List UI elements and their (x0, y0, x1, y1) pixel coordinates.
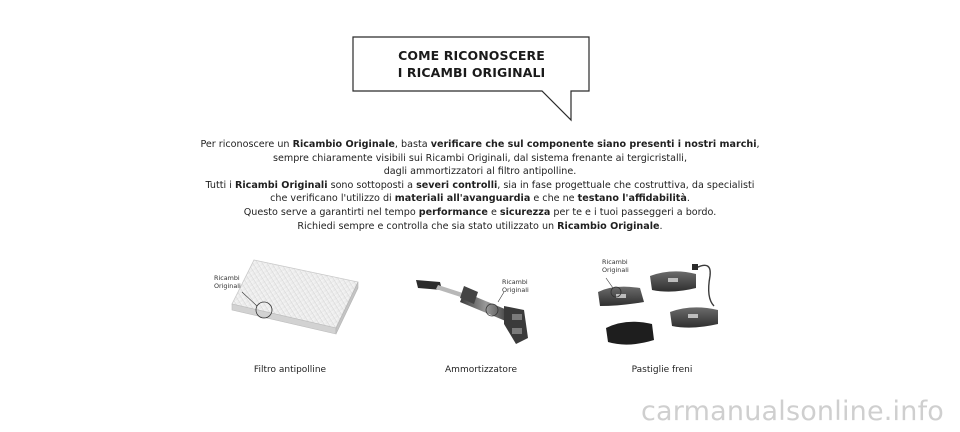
intro-bold: Ricambio Originale (557, 220, 660, 232)
product-shock-absorber (412, 252, 552, 375)
intro-line-2: sempre chiaramente visibili sui Ricambi Originali, dal sistema frenante ai tergicristalli, (272, 152, 688, 164)
intro-text: , (756, 139, 760, 150)
intro-line-3: dagli ammortizzatori al filtro antipolline. (383, 166, 577, 178)
callout-line-2: Originali (502, 286, 529, 294)
cabin-filter-illustration (208, 252, 368, 342)
brake-pads-caption: Pastiglie freni (631, 365, 693, 375)
intro-bold: performance (418, 206, 488, 218)
intro-bold: verificare che sul componente siano presenti i nostri marchi (430, 139, 757, 150)
callout-line-1: Ricambi (502, 278, 528, 286)
shock-absorber-caption: Ammortizzatore (445, 365, 517, 375)
intro-text: . (659, 220, 663, 232)
intro-text: per te e i tuoi passeggeri a bordo. (550, 206, 717, 218)
intro-bold: testano l'affidabilità (577, 193, 687, 205)
watermark: carmanualsonline.info (641, 396, 944, 427)
shock-absorber-callout (502, 278, 529, 294)
intro-bold: Ricambio Originale (292, 139, 395, 150)
intro-text: . (686, 193, 690, 205)
intro-paragraph (170, 138, 790, 233)
intro-line-1 (170, 138, 790, 152)
shock-absorber-illustration (412, 252, 552, 352)
intro-text: , basta (394, 139, 431, 150)
cabin-filter-caption: Filtro antipolline (253, 365, 327, 375)
intro-line-6 (170, 206, 790, 220)
intro-line-5 (170, 192, 790, 206)
intro-text: e che ne (530, 193, 578, 205)
intro-text: , sia in fase progettuale che costruttiva, da specialisti (497, 179, 755, 191)
product-brake-pads (592, 254, 742, 374)
title-line-2: I RICAMBI ORIGINALI (397, 65, 546, 80)
intro-bold: Ricambi Originali (234, 179, 328, 191)
title-speech-bubble (352, 36, 592, 122)
brake-pads-callout (602, 258, 629, 274)
intro-line-4 (170, 179, 790, 193)
cabin-filter-callout (214, 274, 241, 290)
intro-text: e (487, 206, 500, 218)
intro-bold: materiali all'avanguardia (394, 193, 531, 205)
intro-text: Richiedi sempre e controlla che sia stato utilizzato un (297, 220, 558, 232)
intro-line-7 (170, 220, 790, 234)
callout-line-1: Ricambi (602, 258, 628, 266)
intro-text: sono sottoposti a (327, 179, 417, 191)
intro-text: Tutti i (205, 179, 235, 191)
title-line-1: COME RICONOSCERE (398, 48, 545, 63)
intro-bold: severi controlli (416, 179, 498, 191)
callout-line-2: Originali (214, 282, 241, 290)
intro-text: che verificano l'utilizzo di (270, 193, 395, 205)
product-cabin-filter (208, 252, 368, 375)
intro-bold: sicurezza (499, 206, 551, 218)
page-title (354, 47, 589, 81)
callout-line-2: Originali (602, 266, 629, 274)
intro-text: Per riconoscere un (200, 139, 293, 150)
callout-line-1: Ricambi (214, 274, 240, 282)
intro-text: Questo serve a garantirti nel tempo (243, 206, 419, 218)
